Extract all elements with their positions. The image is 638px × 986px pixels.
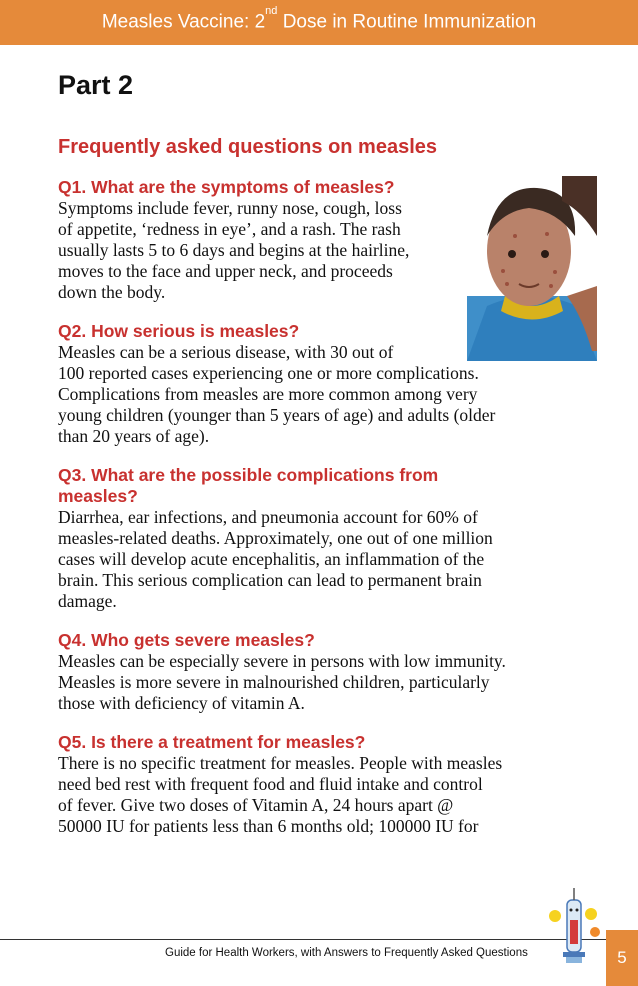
- faq-item: [58, 732, 558, 837]
- footer-text: Guide for Health Workers, with Answers to Frequently Asked Questions: [165, 947, 528, 959]
- syringe-mascot-icon: [545, 886, 603, 966]
- child-with-rash-photo: [467, 176, 597, 361]
- faq-question: Q3. What are the possible complications from measles?: [58, 465, 439, 506]
- faq-question: Q5. Is there a treatment for measles?: [58, 732, 366, 752]
- faq-question: Q1. What are the symptoms of measles?: [58, 177, 395, 197]
- faq-item: [58, 465, 558, 612]
- part-title: Part 2: [58, 70, 134, 100]
- faq-answer: There is no specific treatment for measles. People with measles need bed rest with frequent food and fluid intake and control of fever. Give two doses of Vitamin A, 24 hours apart @ 50000 IU for patients less than 6 months old; 100000 IU for: [58, 753, 503, 836]
- faq-answer: Symptoms include fever, runny nose, cough, loss of appetite, ‘redness in eye’, and a rash. The rash usually lasts 5 to 6 days and begins at the hairline, moves to the face and upper neck, and proceeds down the body.: [58, 198, 410, 302]
- faq-answer: Measles can be especially severe in persons with low immunity. Measles is more severe in malnourished children, particularly those with deficiency of vitamin A.: [58, 651, 506, 713]
- faq-answer: Measles can be a serious disease, with 30 out of 100 reported cases experiencing one or more complications. Complications from measles are more common among very young children (younger than 5 years of age) and adults (older than 20 years of age).: [58, 342, 496, 446]
- faq-question: Q4. Who gets severe measles?: [58, 630, 315, 650]
- section-title: Frequently asked questions on measles: [58, 136, 438, 158]
- page-number: 5: [606, 930, 638, 986]
- faq-answer: Diarrhea, ear infections, and pneumonia account for 60% of measles-related deaths. Approximately, one out of one million cases will develop acute encephalitis, an inflammation of the brain. This serious complication can lead to permanent brain damage.: [58, 507, 493, 611]
- page-header: [0, 0, 638, 45]
- faq-item: [58, 630, 558, 714]
- header-title: Measles Vaccine: 2nd Dose in Routine Immunization: [101, 5, 537, 33]
- faq-question: Q2. How serious is measles?: [58, 321, 300, 341]
- footer-rule: [0, 939, 606, 940]
